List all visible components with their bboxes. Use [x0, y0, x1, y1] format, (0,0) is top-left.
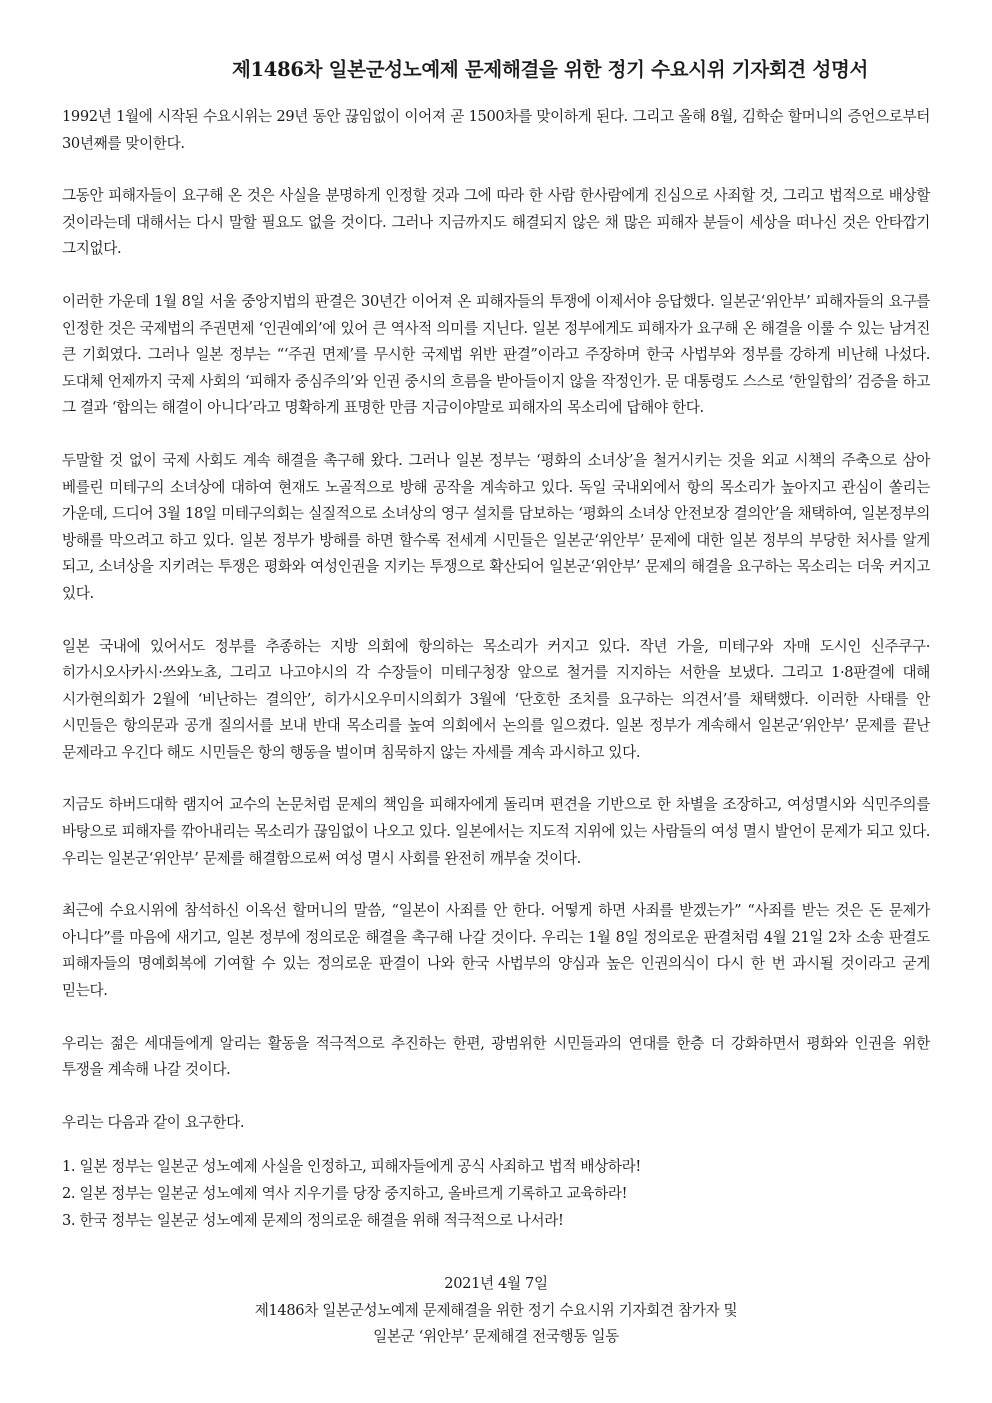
signatory-line: 제1486차 일본군성노예제 문제해결을 위한 정기 수요시위 기자회견 참가자 및: [254, 1301, 738, 1319]
statement-date: 2021년 4월 7일: [444, 1275, 548, 1292]
paragraph: 이러한 가운데 1월 8일 서울 중앙지법의 판결은 30년간 이어져 온 피해자들의 투쟁에 이제서야 응답했다. 일본군‘위안부’ 피해자들의 요구를 인정한 것은 국제법의 주권면제 ‘인권예외’에 있어 큰 역사적 의미를 지닌다. 일본 정부에게도 피해자가 요구해 온 해결을 이룰 수 있는 남겨진 큰 기회였다. 그러나 일본 정부는 “‘주권 면제’를 무시한 국제법 위반 판결”이라고 주장하며 한국 사법부와 정부를 강하게 비난해 나섰다. 도대체 언제까지 국제 사회의 ‘피해자 중심주의’와 인권 중시의 흐름을 받아들이지 않을 작정인가. 문 대통령도 스스로 ‘한일합의’ 검증을 하고 그 결과 ‘합의는 해결이 아니다’라고 명확하게 표명한 만큼 지금이야말로 피해자의 목소리에 답해야 한다.: [62, 292, 930, 417]
paragraph: 우리는 젊은 세대들에게 알리는 활동을 적극적으로 추진하는 한편, 광범위한 시민들과의 연대를 한층 더 강화하면서 평화와 인권을 위한 투쟁을 계속해 나갈 것이다.: [62, 1034, 930, 1079]
paragraph: 두말할 것 없이 국제 사회도 계속 해결을 촉구해 왔다. 그러나 일본 정부는 ‘평화의 소녀상’을 철거시키는 것을 외교 시책의 주축으로 삼아 베를린 미테구의 소녀상에 대하여 현재도 노골적으로 방해 공작을 계속하고 있다. 독일 국내외에서 항의 목소리가 높아지고 관심이 쏠리는 가운데, 드디어 3월 18일 미테구의회는 실질적으로 소녀상의 영구 설치를 담보하는 ‘평화의 소녀상 안전보장 결의안’을 채택하여, 일본정부의 방해를 막으려고 하고 있다. 일본 정부가 방해를 하면 할수록 전세계 시민들은 일본군‘위안부’ 문제에 대한 일본 정부의 부당한 처사를 알게 되고, 소녀상을 지키려는 투쟁은 평화와 여성인권을 지키는 투쟁으로 확산되어 일본군‘위안부’ 문제의 해결을 요구하는 목소리는 더욱 커지고 있다.: [62, 451, 930, 602]
demand-item: 3. 한국 정부는 일본군 성노예제 문제의 정의로운 해결을 위해 적극적으로 나서라!: [62, 1211, 564, 1229]
paragraph: 지금도 하버드대학 램지어 교수의 논문처럼 문제의 책임을 피해자에게 돌리며 편견을 기반으로 한 차별을 조장하고, 여성멸시와 식민주의를 바탕으로 피해자를 깎아내리는 목소리가 끊임없이 나오고 있다. 일본에서는 지도적 지위에 있는 사람들의 여성 멸시 발언이 문제가 되고 있다. 우리는 일본군‘위안부’ 문제를 해결함으로써 여성 멸시 사회를 완전히 깨부술 것이다.: [62, 796, 930, 867]
signature-block: [62, 1271, 930, 1351]
document-title: 제1486차 일본군성노예제 문제해결을 위한 정기 수요시위 기자회견 성명서: [232, 58, 869, 81]
demand-list: [62, 1154, 930, 1234]
paragraph: 일본 국내에 있어서도 정부를 추종하는 지방 의회에 항의하는 목소리가 커지고 있다. 작년 가을, 미테구와 자매 도시인 신주쿠구·히가시오사카시·쓰와노쵸, 그리고 나고야시의 각 수장들이 미테구청장 앞으로 철거를 지지하는 서한을 보냈다. 그리고 1·8판결에 대해 시가현의회가 2월에 ‘비난하는 결의안’, 히가시오우미시의회가 3월에 ‘단호한 조치를 요구하는 의견서’를 채택했다. 이러한 사태를 안 시민들은 항의문과 공개 질의서를 보내 반대 목소리를 높여 의회에서 논의를 일으켰다. 일본 정부가 계속해서 일본군‘위안부’ 문제를 끝난 문제라고 우긴다 해도 시민들은 항의 행동을 벌이며 침묵하지 않는 자세를 계속 과시하고 있다.: [62, 637, 930, 761]
document-body: [62, 104, 930, 1234]
signatory-line: 일본군 ‘위안부’ 문제해결 전국행동 일동: [373, 1328, 619, 1346]
demand-intro: 우리는 다음과 같이 요구한다.: [62, 1113, 245, 1131]
paragraph: 1992년 1월에 시작된 수요시위는 29년 동안 끊임없이 이어져 곧 1500차를 맞이하게 된다. 그리고 올해 8월, 김학순 할머니의 증언으로부터 30년째를 맞이한다.: [62, 108, 930, 152]
paragraph: 최근에 수요시위에 참석하신 이옥선 할머니의 말씀, “일본이 사죄를 안 한다. 어떻게 하면 사죄를 받겠는가” “사죄를 받는 것은 돈 문제가 아니다”를 마음에 새기고, 일본 정부에 정의로운 해결을 촉구해 나갈 것이다. 우리는 1월 8일 정의로운 판결처럼 4월 21일 2차 소송 판결도 피해자들의 명예회복에 기여할 수 있는 정의로운 판결이 나와 한국 사법부의 양심과 높은 인권의식이 다시 한 번 과시될 것이라고 굳게 믿는다.: [62, 902, 930, 1000]
demand-item: 2. 일본 정부는 일본군 성노예제 역사 지우기를 당장 중지하고, 올바르게 기록하고 교육하라!: [62, 1185, 628, 1202]
paragraph: 그동안 피해자들이 요구해 온 것은 사실을 분명하게 인정할 것과 그에 따라 한 사람 한사람에게 진심으로 사죄할 것, 그리고 법적으로 배상할 것이라는데 대해서는 다시 말할 필요도 없을 것이다. 그러나 지금까지도 해결되지 않은 채 많은 피해자 분들이 세상을 떠나신 것은 안타깝기 그지없다.: [62, 187, 930, 258]
demand-item: 1. 일본 정부는 일본군 성노예제 사실을 인정하고, 피해자들에게 공식 사죄하고 법적 배상하라!: [62, 1158, 641, 1176]
